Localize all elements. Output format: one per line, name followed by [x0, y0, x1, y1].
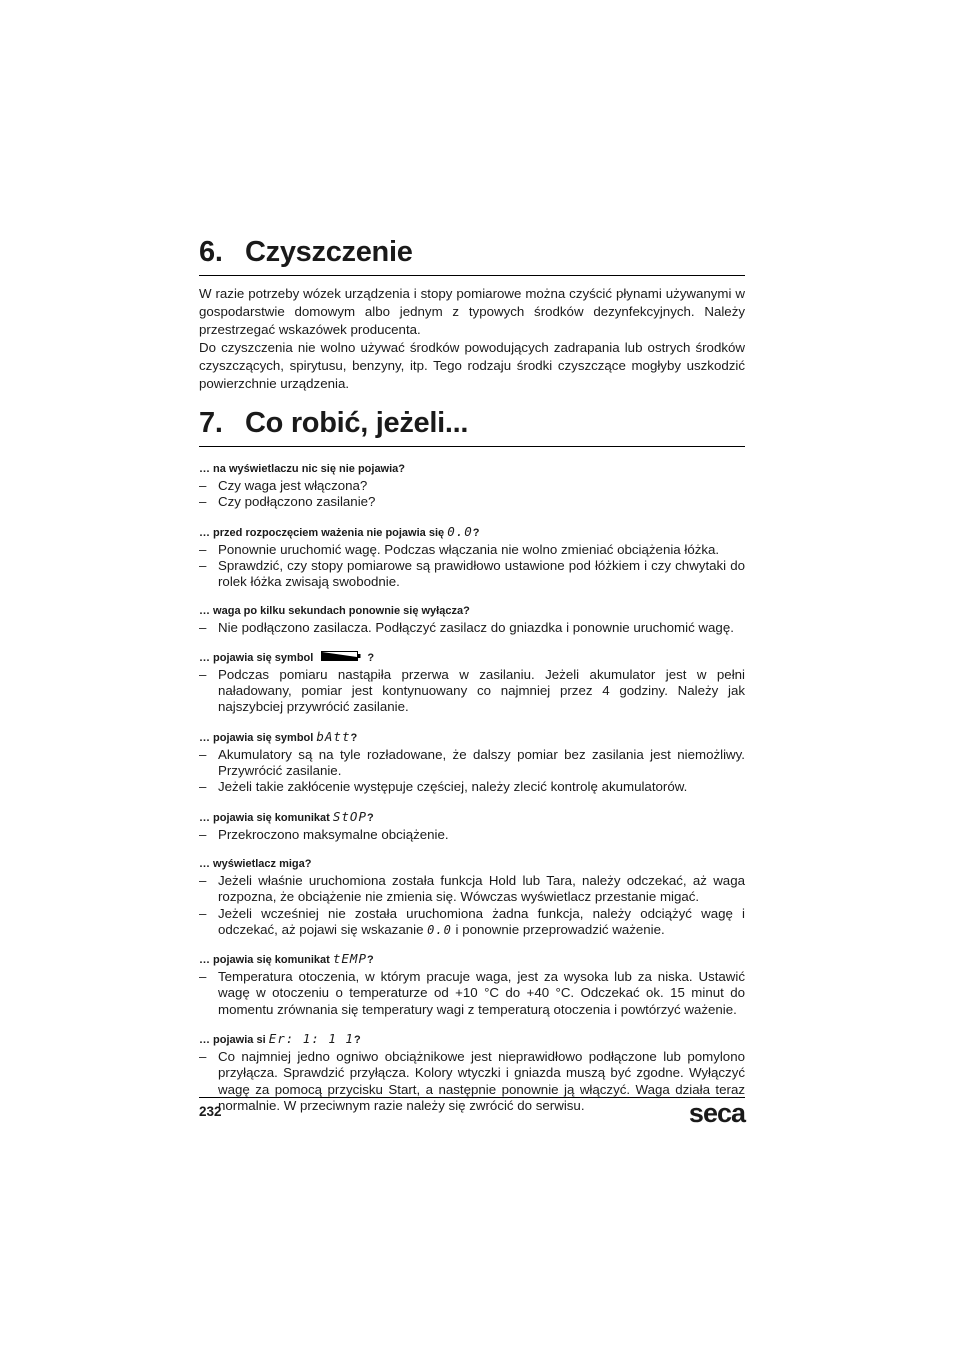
answer-list — [199, 1049, 745, 1114]
question-heading: … pojawia się symbol bAtt? — [199, 728, 358, 744]
question-heading: … na wyświetlaczu nic się nie pojawia? — [199, 463, 406, 475]
list-item: – Jeżeli wcześniej nie została uruchomiona żadna funkcja, należy odciążyć wagę i odczekać, aż pojawi się wskazanie 0.0 i ponownie przeprowadzić ważenie. — [199, 906, 745, 939]
display-symbol: Er: 1: 1 1 — [268, 1031, 354, 1047]
answer-list — [199, 542, 745, 591]
list-item: – Sprawdzić, czy stopy pomiarowe są prawidłowo ustawione pod łóżkiem i czy chwytaki do rolek łóżka zwisają swobodnie. — [199, 558, 745, 591]
page-footer — [199, 1097, 745, 1128]
answer-list — [199, 969, 745, 1018]
display-symbol: 0.0 — [447, 523, 473, 539]
display-symbol: tEMP — [332, 951, 367, 967]
display-symbol: StOP — [332, 808, 367, 824]
display-symbol: bAtt — [316, 728, 351, 744]
seca-logo: seca — [688, 1098, 745, 1128]
answer-list — [199, 747, 745, 796]
answer-list — [199, 827, 745, 843]
list-item: – Czy waga jest włączona? — [199, 478, 745, 494]
paragraph: Do czyszczenia nie wolno używać środków powodujących zadrapania lub ostrych środków czyszczących, spirytusu, benzyny, itp. Tego rodzaju środki czyszczące mogłyby uszkodzić powierzchnie urządzenia. — [199, 340, 745, 391]
answer-list — [199, 667, 745, 716]
list-item: – Ponownie uruchomić wagę. Podczas włączania nie wolno zmieniać obciążenia łóżka. — [199, 542, 745, 558]
question-heading: … pojawia si Er: 1: 1 1? — [199, 1031, 361, 1047]
list-item: – Przekroczono maksymalne obciążenie. — [199, 827, 745, 843]
list-item: – Jeżeli właśnie uruchomiona została funkcja Hold lub Tara, należy odczekać, aż waga rozpozna, że obciążenie nie zmienia się. Wówczas wyświetlacz przestanie migać. — [199, 873, 745, 906]
answer-list — [199, 478, 745, 511]
answer-list — [199, 873, 745, 938]
list-item: – Temperatura otoczenia, w którym pracuje waga, jest za wysoka lub za niska. Ustawić wagę w otoczeniu o temperaturze od +10 °C do +40 °C. Odczekać ok. 15 minut do momentu zrównania się temperatury wagi z temperaturą otoczenia i powtórzyć ważenie. — [199, 969, 745, 1018]
list-item: – Nie podłączono zasilacza. Podłączyć zasilacz do gniazdka i ponownie uruchomić wagę. — [199, 620, 745, 636]
list-item: – Podczas pomiaru nastąpiła przerwa w zasilaniu. Jeżeli akumulator jest w pełni naładowany, pomiar jest kontynuowany co najmniej przez 4 godziny. Należy jak najszybciej przywrócić zasilanie. — [199, 667, 745, 716]
section-troubleshooting — [199, 405, 745, 1114]
paragraph: W razie potrzeby wózek urządzenia i stopy pomiarowe można czyścić płynami używanymi w gospodarstwie domowym albo jednym z typowych środków dezynfekcyjnych. Należy przestrzegać wskazówek producenta. — [199, 286, 745, 337]
list-item: – Akumulatory są na tyle rozładowane, że dalszy pomiar bez zasilania jest niemożliwy. Przywrócić zasilanie. — [199, 747, 745, 780]
list-item: – Czy podłączono zasilanie? — [199, 494, 745, 510]
section-heading-cleaning: 6. Czyszczenie — [199, 234, 745, 276]
question-heading: … pojawia się komunikat StOP? — [199, 808, 374, 824]
question-heading: … pojawia się symbol ? — [199, 650, 745, 666]
question-heading: … waga po kilku sekundach ponownie się wyłącza? — [199, 605, 470, 618]
page-content — [199, 234, 745, 1114]
display-symbol: 0.0 — [427, 922, 452, 937]
question-heading: … przed rozpoczęciem ważenia nie pojawia się 0.0? — [199, 523, 480, 539]
answer-list — [199, 620, 745, 636]
question-heading: … wyświetlacz miga? — [199, 857, 312, 870]
question-heading: … pojawia się komunikat tEMP? — [199, 951, 374, 967]
list-item: – Co najmniej jedno ogniwo obciążnikowe jest nieprawidłowo podłączone lub pomylono przyłącza. Sprawdzić przyłącza. Kolory wtyczki i gniazda muszą być zgodne. Wyłączyć wagę za pomocą przycisku Start, a następnie ponownie ją włączyć. Waga działa teraz normalnie. W przeciwnym razie należy się zwrócić do serwisu. — [199, 1049, 745, 1114]
page-number: 232 — [199, 1104, 222, 1119]
battery-low-icon — [321, 650, 361, 666]
section-cleaning — [199, 234, 745, 393]
section-heading-troubleshooting: 7. Co robić, jeżeli... — [199, 405, 745, 447]
list-item: – Jeżeli takie zakłócenie występuje częściej, należy zlecić kontrolę akumulatorów. — [199, 779, 745, 795]
